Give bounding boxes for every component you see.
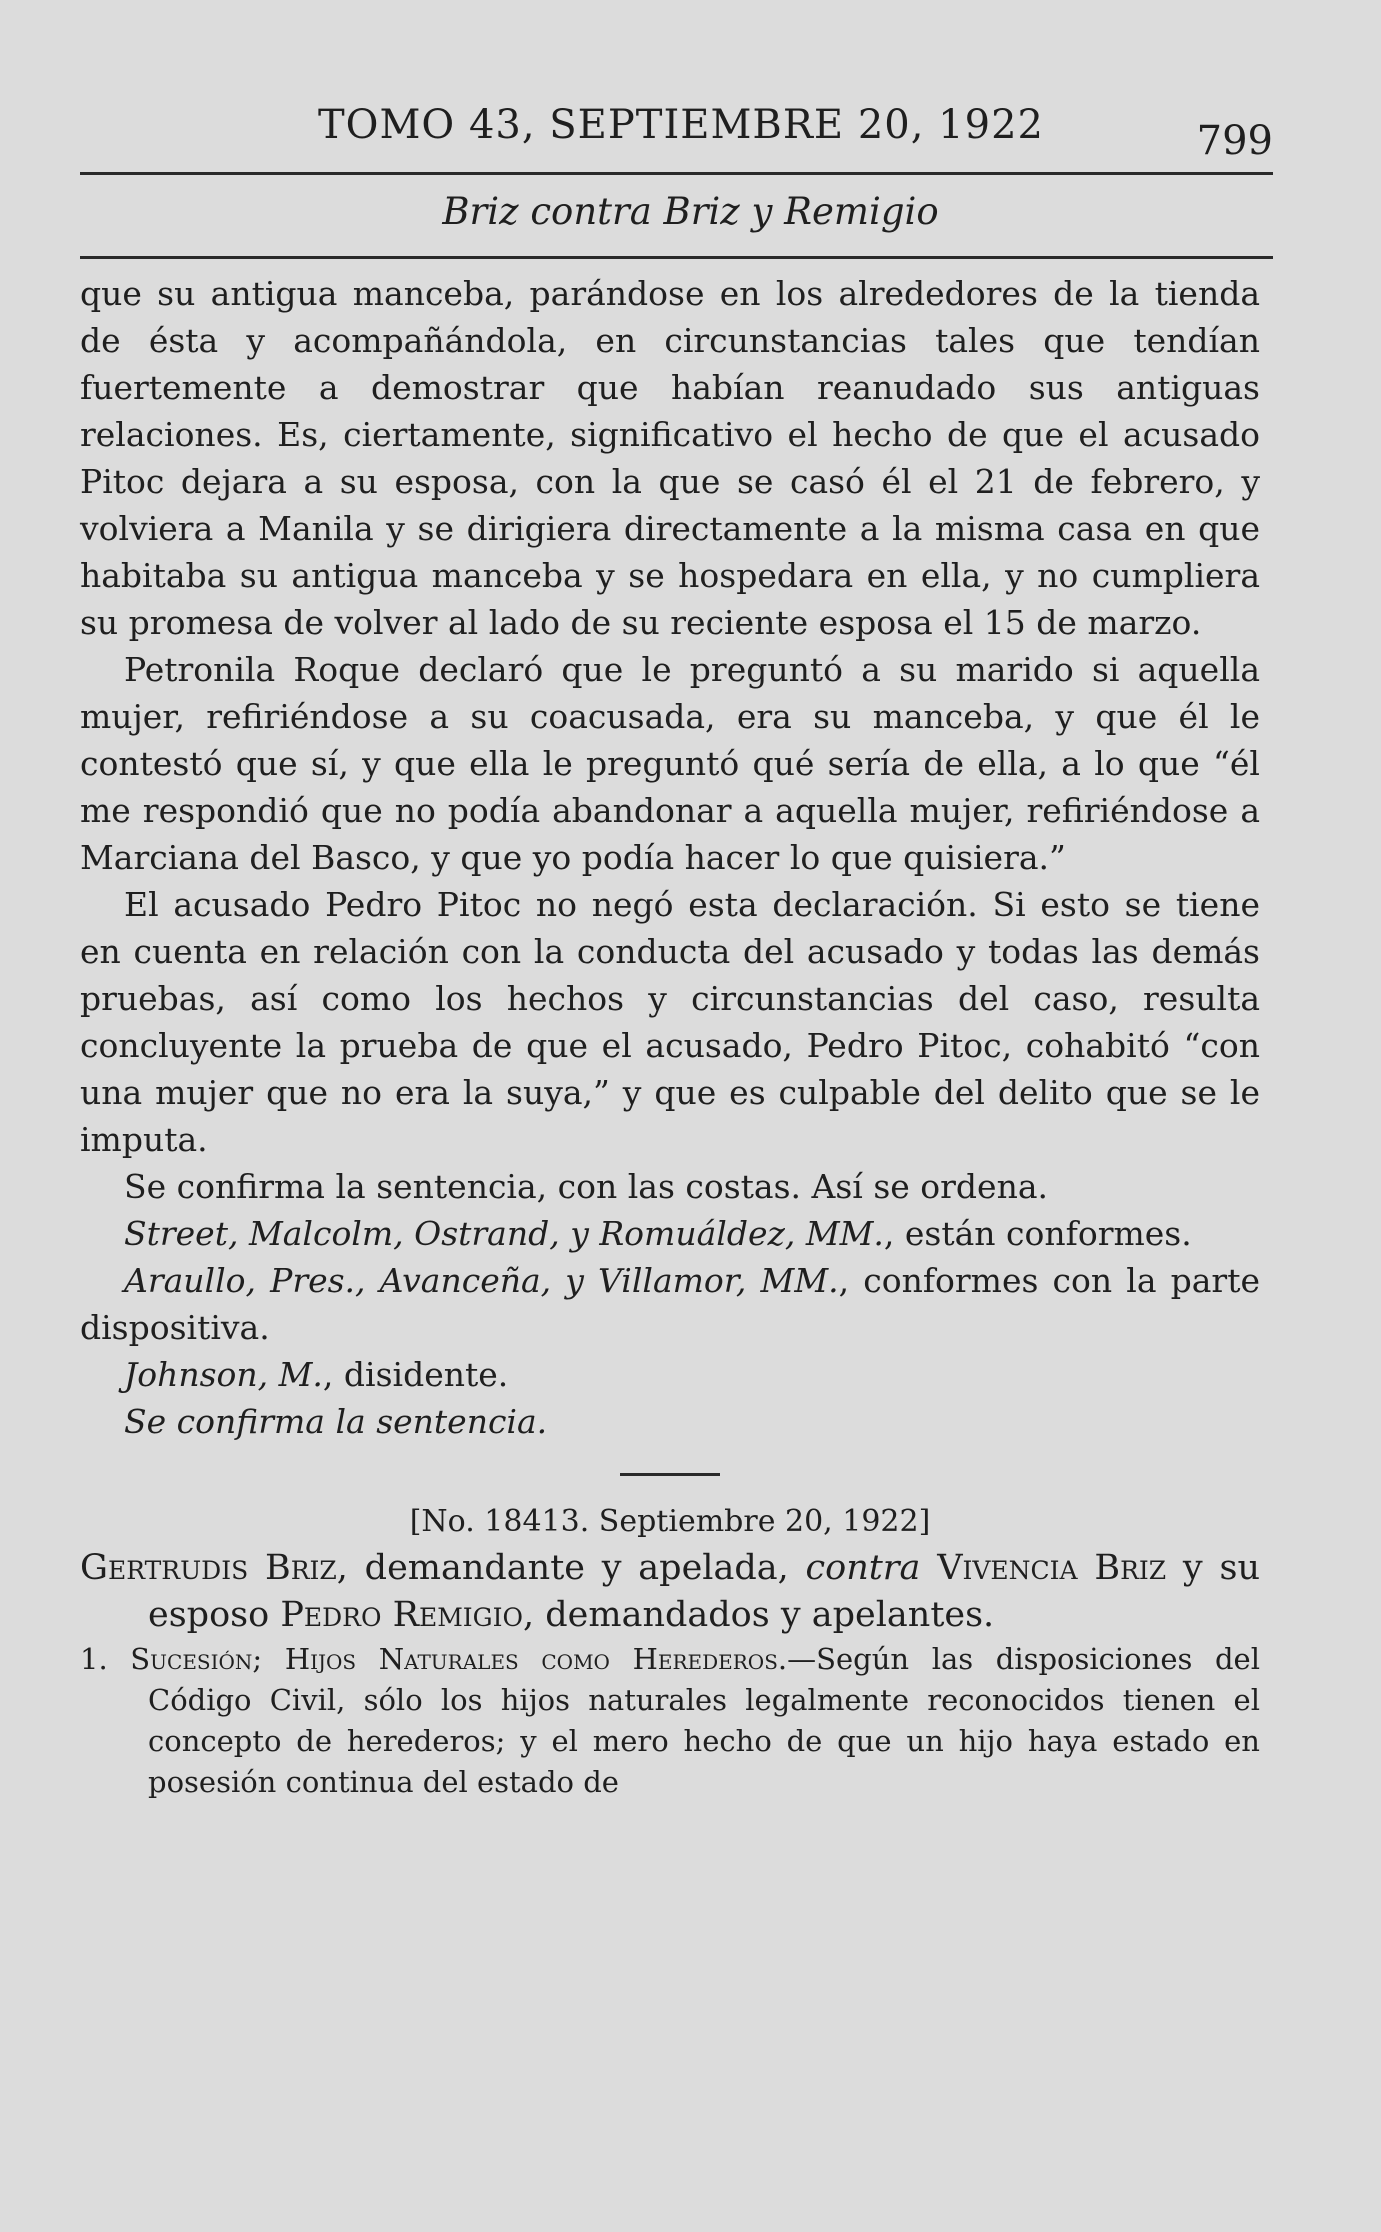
dissent-text: , disidente. <box>322 1355 509 1394</box>
concurrence-2-names: Araullo, Pres., Avanceña, y Villamor, MM. <box>124 1261 839 1300</box>
syllabus-number: 1. <box>80 1642 131 1676</box>
defendant-link: y su esposo <box>148 1548 1260 1635</box>
concurrence-1 <box>80 1210 1260 1257</box>
defendant-role: , demandados y apelantes. <box>523 1595 995 1635</box>
dissent <box>80 1351 1260 1398</box>
concurrence-2 <box>80 1257 1260 1351</box>
docket-number: [No. 18413. Septiembre 20, 1922] <box>409 1504 931 1539</box>
syllabus-text: —Según las disposiciones del Código Civil, sólo los hijos naturales legalmente reconocidos tienen el concepto de herederos; y el mero hecho de que un hijo haya estado en posesión continua del estado de <box>148 1642 1260 1799</box>
concurrence-2-text: , conformes con la parte dispositiva. <box>80 1261 1260 1347</box>
plaintiff-name: Gertrudis Briz <box>80 1548 337 1588</box>
paragraph-1: que su antigua manceba, parándose en los alrededores de la tienda de ésta y acompañándola, en circunstancias tales que tendían fuertemente a demostrar que habían reanudado sus antiguas relaciones. Es, ciertamente, significativo el hecho de que el acusado Pitoc dejara a su esposa, con la que se casó él el 21 de febrero, y volviera a Manila y se dirigiera directamente a la misma casa en que habitaba su antigua manceba y se hospedara en ella, y no cumpliera su promesa de volver al lado de su reciente esposa el 15 de marzo. <box>80 274 1260 642</box>
disposition: Se confirma la sentencia. <box>124 1402 548 1441</box>
paragraph-2: Petronila Roque declaró que le preguntó a su marido si aquella mujer, refiriéndose a su coacusada, era su manceba, y que él le contestó que sí, y que ella le preguntó qué sería de ella, a lo que “él me respondió que no podía abandonar a aquella mujer, refiriéndose a Marciana del Basco, y que yo podía hacer lo que quisiera.” <box>80 650 1260 877</box>
case-caption: Briz contra Briz y Remigio <box>442 190 939 233</box>
paragraph-4: Se confirma la sentencia, con las costas. Así se ordena. <box>124 1167 1048 1206</box>
defendant-1-name: Vivencia Briz <box>937 1548 1167 1588</box>
page-header <box>80 102 1273 162</box>
caption-rule <box>80 256 1273 259</box>
concurrence-1-text: , están conformes. <box>883 1214 1192 1253</box>
plaintiff-role: , demandante y apelada, <box>336 1548 806 1588</box>
header-rule <box>80 172 1273 175</box>
syllabus-item-1 <box>80 1639 1260 1803</box>
case-parties <box>80 1545 1260 1639</box>
dissent-name: Johnson, M. <box>124 1355 323 1394</box>
body-text <box>80 270 1260 1803</box>
page-number: 799 <box>1196 118 1273 164</box>
section-divider <box>620 1473 720 1476</box>
paragraph-3: El acusado Pedro Pitoc no negó esta declaración. Si esto se tiene en cuenta en relación con la conducta del acusado y todas las demás pruebas, así como los hechos y circunstancias del caso, resulta concluyente la prueba de que el acusado, Pedro Pitoc, cohabitó “con una mujer que no era la suya,” y que es culpable del delito que se le imputa. <box>80 885 1260 1159</box>
concurrence-1-names: Street, Malcolm, Ostrand, y Romuáldez, MM. <box>124 1214 884 1253</box>
defendant-2-name: Pedro Remigio <box>280 1595 524 1635</box>
contra-word: contra <box>805 1548 921 1588</box>
syllabus-heading: Sucesión; Hijos Naturales como Herederos. <box>130 1642 788 1676</box>
running-head: TOMO 43, SEPTIEMBRE 20, 1922 <box>318 102 1044 148</box>
